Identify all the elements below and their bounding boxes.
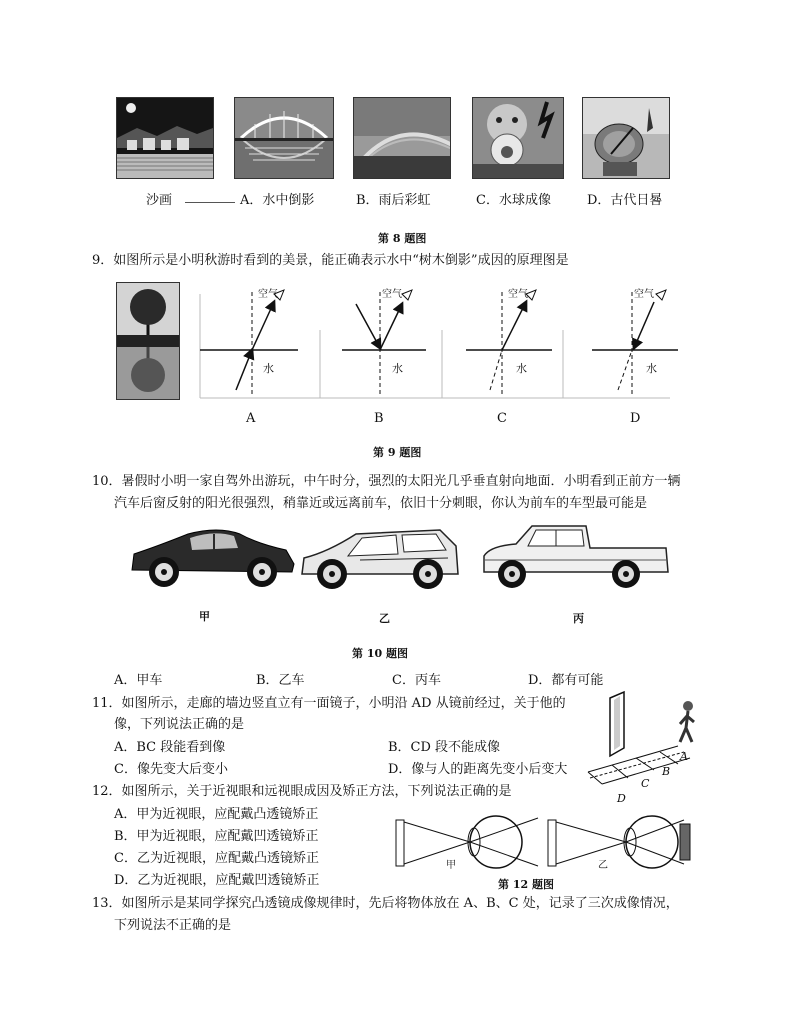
q9-diagram-c (466, 290, 552, 396)
sundial-photo (582, 97, 670, 179)
q8-option-a: A．水中倒影 (240, 193, 315, 208)
q11-point-a: A (680, 750, 688, 763)
tree-reflection-photo (116, 282, 180, 400)
q9-air-label-a: 空气 (258, 289, 278, 300)
q9-caption: 第 9 题图 (373, 446, 422, 459)
q12-question-text: 12．如图所示，关于近视眼和远视眼成因及矫正方法，下列说法正确的是 (92, 784, 512, 799)
q9-ray-diagrams (180, 280, 680, 400)
q12-option-b: B．甲为近视眼，应配戴凹透镜矫正 (114, 829, 319, 844)
q8-caption: 第 8 题图 (378, 232, 427, 245)
q13-question-line1: 13．如图所示是某同学探究凸透镜成像规律时，先后将物体放在 A、B、C 处，记录了三次成像情况， (92, 896, 679, 911)
q11-option-c: C．像先变大后变小 (114, 762, 228, 777)
eye-diagram-yi (546, 812, 696, 872)
q11-point-c: C (641, 777, 650, 790)
q10-option-b: B．乙车 (256, 673, 305, 688)
q9-option-c: C (497, 411, 507, 426)
q9-water-label-c: 水 (516, 362, 527, 375)
q11-question-line2: 像，下列说法正确的是 (114, 717, 245, 732)
q11-question-line1: 11．如图所示，走廊的墙边竖直立有一面镜子，小明沿 AD 从镜前经过，关于他的 (92, 696, 566, 711)
q9-water-label-d: 水 (646, 362, 657, 375)
q9-water-label-a: 水 (263, 362, 274, 375)
q9-option-d: D (630, 411, 641, 426)
car-label-yi: 乙 (379, 612, 390, 625)
q10-option-a: A．甲车 (114, 673, 163, 688)
q9-option-a: A (246, 411, 256, 426)
q9-option-b: B (374, 411, 384, 426)
sand-painting-photo (116, 97, 214, 179)
car-label-bing: 丙 (573, 612, 584, 625)
water-ball-photo (472, 97, 564, 179)
q12-option-c: C．乙为近视眼，应配戴凸透镜矫正 (114, 851, 319, 866)
q10-question-line1: 10．暑假时小明一家自驾外出游玩，中午时分，强烈的太阳光几乎垂直射向地面．小明看到正前方一辆 (92, 474, 681, 489)
q9-air-label-d: 空气 (634, 289, 654, 300)
q8-label-line (185, 202, 235, 203)
q10-question-line2: 汽车后窗反射的阳光很强烈，稍靠近或远离前车，依旧十分刺眼，你认为前车的车型最可能是 (114, 496, 648, 511)
q8-label-sand-painting: 沙画 (146, 193, 173, 208)
q11-point-d: D (617, 792, 626, 805)
q8-option-d: D．古代日晷 (587, 193, 663, 208)
q12-option-d: D．乙为近视眼，应配戴凹透镜矫正 (114, 873, 320, 888)
car-label-jia: 甲 (199, 610, 210, 623)
q12-caption: 第 12 题图 (498, 878, 554, 891)
q9-diagram-b (342, 290, 426, 396)
q11-option-d: D．像与人的距离先变小后变大 (388, 762, 568, 777)
car-bing-pickup (480, 520, 670, 592)
car-jia-sports-car (128, 520, 298, 592)
q11-option-b: B．CD 段不能成像 (388, 740, 501, 755)
q13-question-line2: 下列说法不正确的是 (114, 918, 232, 933)
q10-option-d: D．都有可能 (528, 673, 604, 688)
rainbow-photo (353, 97, 451, 179)
q9-air-label-c: 空气 (508, 289, 528, 300)
q8-option-c: C．水球成像 (476, 193, 551, 208)
eye-label-jia: 甲 (446, 860, 456, 871)
q9-water-label-b: 水 (392, 362, 403, 375)
q12-option-a: A．甲为近视眼，应配戴凸透镜矫正 (114, 807, 319, 822)
q10-option-c: C．丙车 (392, 673, 441, 688)
eye-label-yi: 乙 (598, 860, 608, 871)
bridge-reflection-photo (234, 97, 334, 179)
q9-diagram-d (592, 290, 678, 396)
q11-point-b: B (662, 765, 671, 778)
car-yi-hatchback (298, 522, 462, 592)
q9-air-label-b: 空气 (382, 289, 402, 300)
q8-option-b: B．雨后彩虹 (356, 193, 431, 208)
q9-question-text: 9．如图所示是小明秋游时看到的美景，能正确表示水中“树木倒影”成因的原理图是 (92, 253, 569, 268)
eye-diagram-jia (392, 812, 540, 872)
q10-caption: 第 10 题图 (352, 647, 408, 660)
q9-diagram-a (200, 290, 298, 396)
q11-option-a: A．BC 段能看到像 (114, 740, 226, 755)
